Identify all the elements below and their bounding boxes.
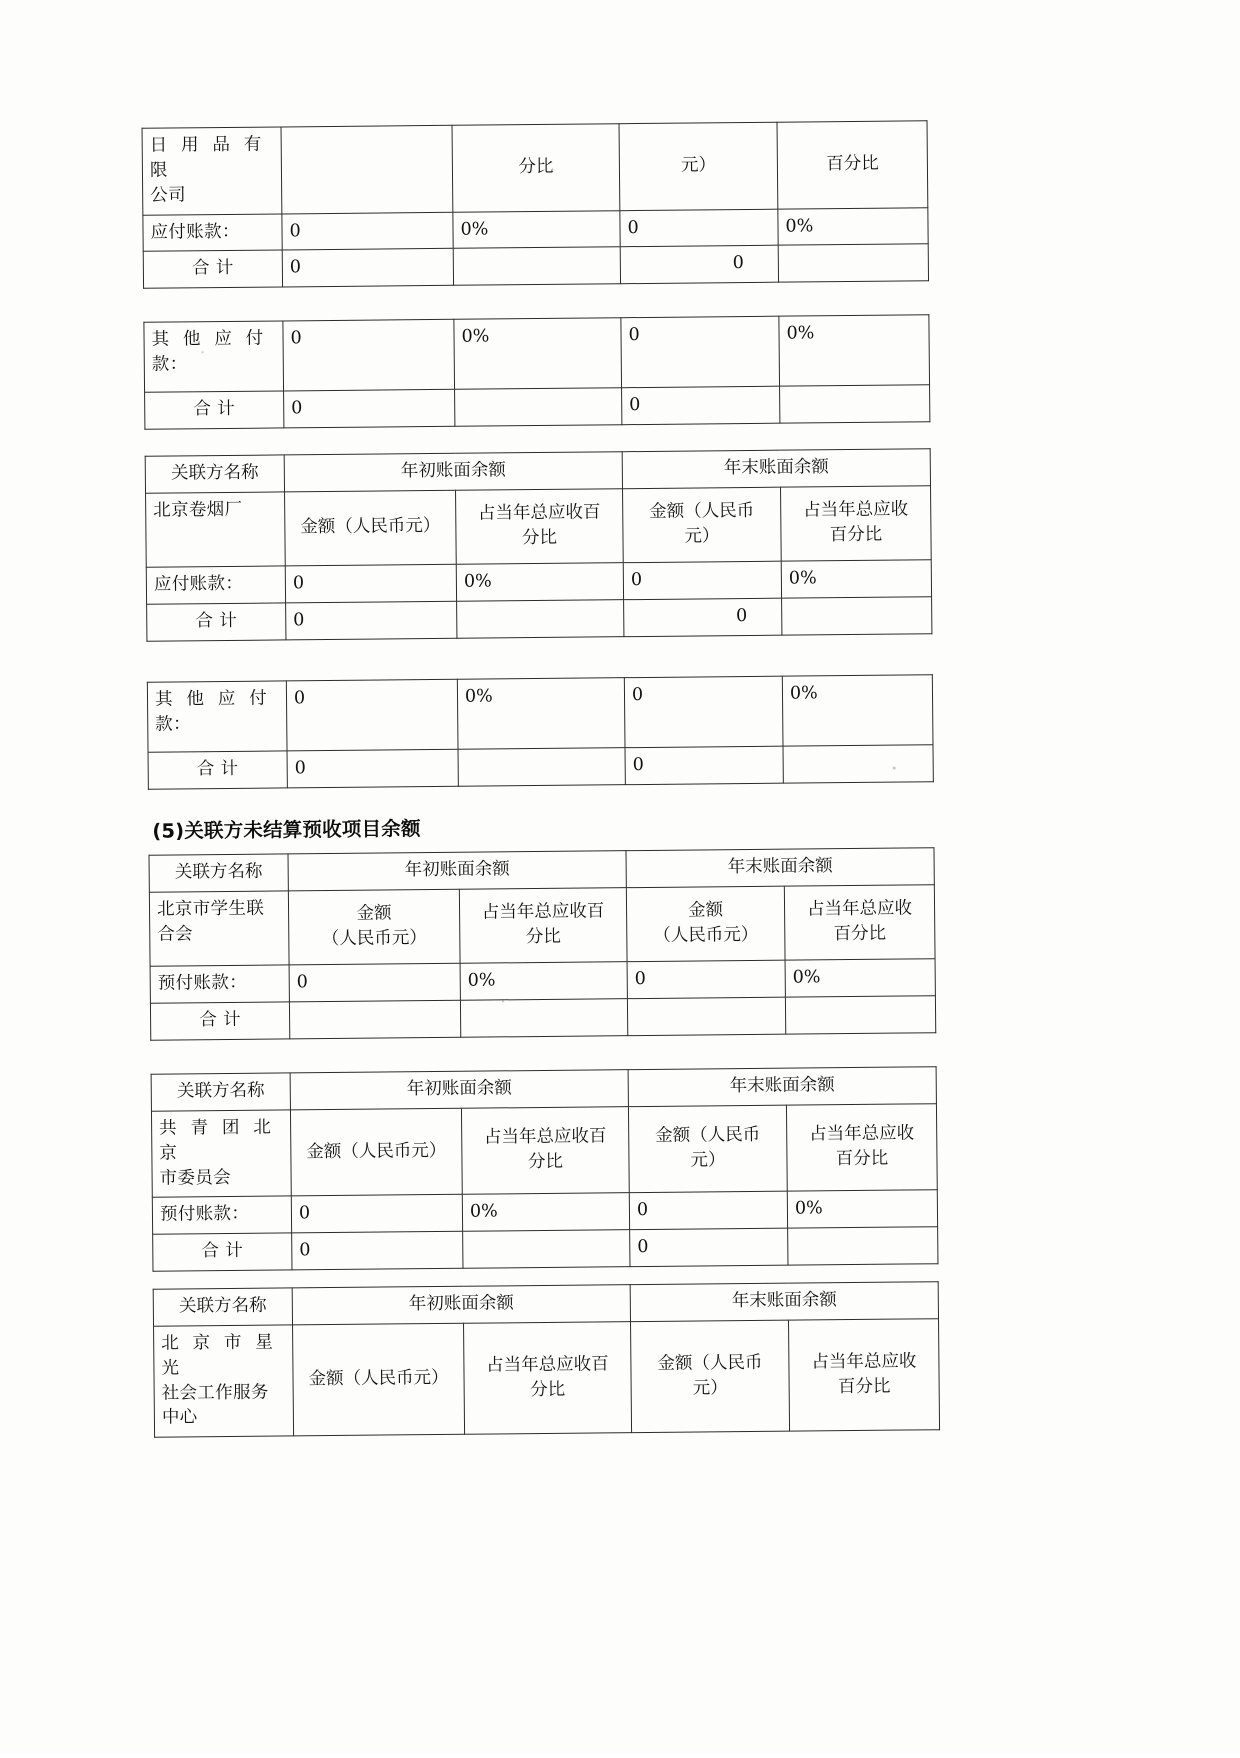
scan-speck [202,351,204,353]
subheader-opening-amount: 金额（人民币元） [293,1323,465,1436]
cell-opening-amount: 0 [285,564,456,602]
cell-opening-amount: 0 [289,963,460,1001]
subheader-opening-pct: 占当年总应收百 分比 [461,1107,629,1195]
cell-total-closing-amount: 0 [625,746,783,784]
party-name-cell: 日 用 品 有 限 公司 [142,127,282,215]
cell-opening-pct: 0% [460,962,627,1000]
cell-total-opening-pct [455,388,622,426]
cell-opening-amount: 0 [283,319,455,391]
cell-opening-pct: 0% [454,318,622,390]
scan-speck [502,1000,504,1002]
cell-closing-pct: 0% [778,207,928,245]
cell-total-opening-amount [289,1000,460,1038]
cell-total-closing-pct [778,244,928,282]
cell-opening-amount: 0 [286,679,458,751]
cell-total-closing-pct [788,1227,938,1265]
cell-opening-amount: 0 [291,1195,462,1233]
subheader-closing-pct: 占当年总应收 百分比 [784,885,935,960]
table-youth-league-committee [151,1066,939,1272]
cell-closing-pct: 0% [785,959,935,997]
scan-speck [893,767,896,770]
row-label-prepayments: 预付账款： [152,1196,291,1234]
header-closing-balance: 年末账面余额 [622,449,930,489]
cell-total-closing-amount [627,997,785,1035]
cell-closing-amount: 0 [620,209,778,247]
table-row-total [147,596,932,640]
row-label-other-payables: 其 他 应 付 款： [144,321,284,392]
cell-closing-amount: 0 [623,561,781,599]
cell-opening-pct: 0% [456,563,623,601]
row-label-accounts-payable: 应付账款： [143,213,282,251]
table-student-federation [149,847,937,1040]
row-label-other-payables: 其 他 应 付 款： [147,681,287,752]
subheader-closing-amount: 金额 （人民币元） [626,886,785,962]
party-name-cell: 北京市学生联 合会 [149,891,289,966]
header-opening-balance: 年初账面余额 [292,1285,630,1325]
header-party-name: 关联方名称 [145,455,284,493]
row-label-total: 合 计 [147,603,286,641]
opening-pct-header: 分比 [452,124,620,212]
cell-closing-amount: 0 [627,960,785,998]
header-party-name: 关联方名称 [149,854,288,892]
cell-total-closing-pct [785,995,935,1033]
subheader-opening-amount: 金额（人民币元） [285,490,457,566]
table-subheader-row [149,885,935,967]
cell-opening-pct: 0% [462,1193,629,1231]
header-party-name: 关联方名称 [153,1288,292,1326]
table-row [144,315,930,393]
cell-total-opening-amount: 0 [284,389,455,427]
cell-total-closing-amount: 0 [630,1228,788,1266]
cell-closing-amount: 0 [624,676,783,748]
table-row-total [143,244,928,288]
cell-opening-amount: 0 [282,212,453,250]
subheader-closing-pct: 占当年总应收 百分比 [786,1104,937,1192]
closing-amount-header: 元） [619,122,778,210]
cell-closing-pct: 0% [779,315,930,386]
table-riyongpin-payable [142,120,930,289]
cell-closing-amount: 0 [621,316,780,388]
cell-total-opening-pct [463,1230,630,1268]
subheader-closing-pct: 占当年总应收 百分比 [781,486,932,561]
party-name-cell: 北京卷烟厂 [146,492,286,567]
subheader-opening-amount: 金额 （人民币元） [288,889,460,965]
table-row-total [150,995,935,1039]
cell-total-opening-amount: 0 [287,749,458,787]
cell-closing-amount: 0 [629,1192,787,1230]
subheader-opening-pct: 占当年总应收百 分比 [464,1321,632,1434]
cell-total-closing-pct [780,385,930,423]
row-label-accounts-payable: 应付账款： [146,566,285,604]
table-row-total [148,745,933,789]
table-row [142,121,928,215]
section-heading-5: (5)关联方未结算预收项目余额 [152,817,421,843]
header-closing-balance: 年末账面余额 [628,1067,936,1107]
header-closing-balance: 年末账面余额 [626,848,934,888]
cell-total-opening-pct [457,599,624,637]
subheader-closing-amount: 金额（人民币 元） [628,1105,787,1193]
row-label-total: 合 计 [150,1002,289,1040]
header-opening-balance: 年初账面余额 [290,1070,628,1110]
table-row [147,675,933,753]
cell-opening-pct: 0% [457,678,625,750]
opening-amount-header-blank [281,125,453,213]
cell-closing-pct: 0% [781,560,931,598]
table-subheader-row [151,1104,937,1198]
header-party-name: 关联方名称 [151,1073,290,1111]
row-label-total: 合 计 [145,391,284,429]
table-row-total [153,1227,938,1271]
table-row-total [145,385,930,429]
party-name-cell: 北 京 市 星 光 社会工作服务 中心 [154,1325,294,1438]
table-subheader-row [146,486,932,568]
subheader-opening-pct: 占当年总应收百 分比 [459,888,627,964]
table-xingguang-social-work [153,1281,940,1438]
cell-closing-pct: 0% [782,675,933,746]
cell-total-opening-amount: 0 [282,249,453,287]
cell-total-closing-amount: 0 [624,598,782,636]
table-beijing-cigarette-payable [145,448,933,641]
table-beijing-cigarette-other-payable [147,674,934,789]
subheader-closing-amount: 金额（人民币 元） [631,1320,790,1433]
row-label-total: 合 计 [148,751,287,789]
cell-total-opening-pct [453,247,620,285]
row-label-prepayments: 预付账款： [150,965,289,1003]
cell-total-opening-pct [460,998,627,1036]
closing-pct-header: 百分比 [777,121,928,209]
subheader-closing-amount: 金额（人民币 元） [623,487,782,563]
cell-total-opening-amount: 0 [292,1231,463,1269]
cell-total-closing-amount: 0 [622,386,780,424]
header-opening-balance: 年初账面余额 [284,452,622,492]
table-riyongpin-other-payable [143,314,930,429]
cell-total-closing-pct [783,745,933,783]
subheader-opening-pct: 占当年总应收百 分比 [456,489,624,565]
table-subheader-row [154,1319,940,1438]
header-closing-balance: 年末账面余额 [630,1282,938,1322]
cell-closing-pct: 0% [787,1190,937,1228]
header-opening-balance: 年初账面余额 [288,851,626,891]
row-label-total: 合 计 [153,1233,292,1271]
row-label-total: 合 计 [143,250,282,288]
subheader-opening-amount: 金额（人民币元） [290,1108,462,1196]
cell-total-closing-pct [782,596,932,634]
party-name-cell: 共 青 团 北 京 市委员会 [151,1110,291,1198]
cell-opening-pct: 0% [453,210,620,248]
cell-total-opening-pct [458,748,625,786]
subheader-closing-pct: 占当年总应收 百分比 [789,1319,940,1432]
cell-total-closing-amount: 0 [620,246,778,284]
cell-total-opening-amount: 0 [286,601,457,639]
